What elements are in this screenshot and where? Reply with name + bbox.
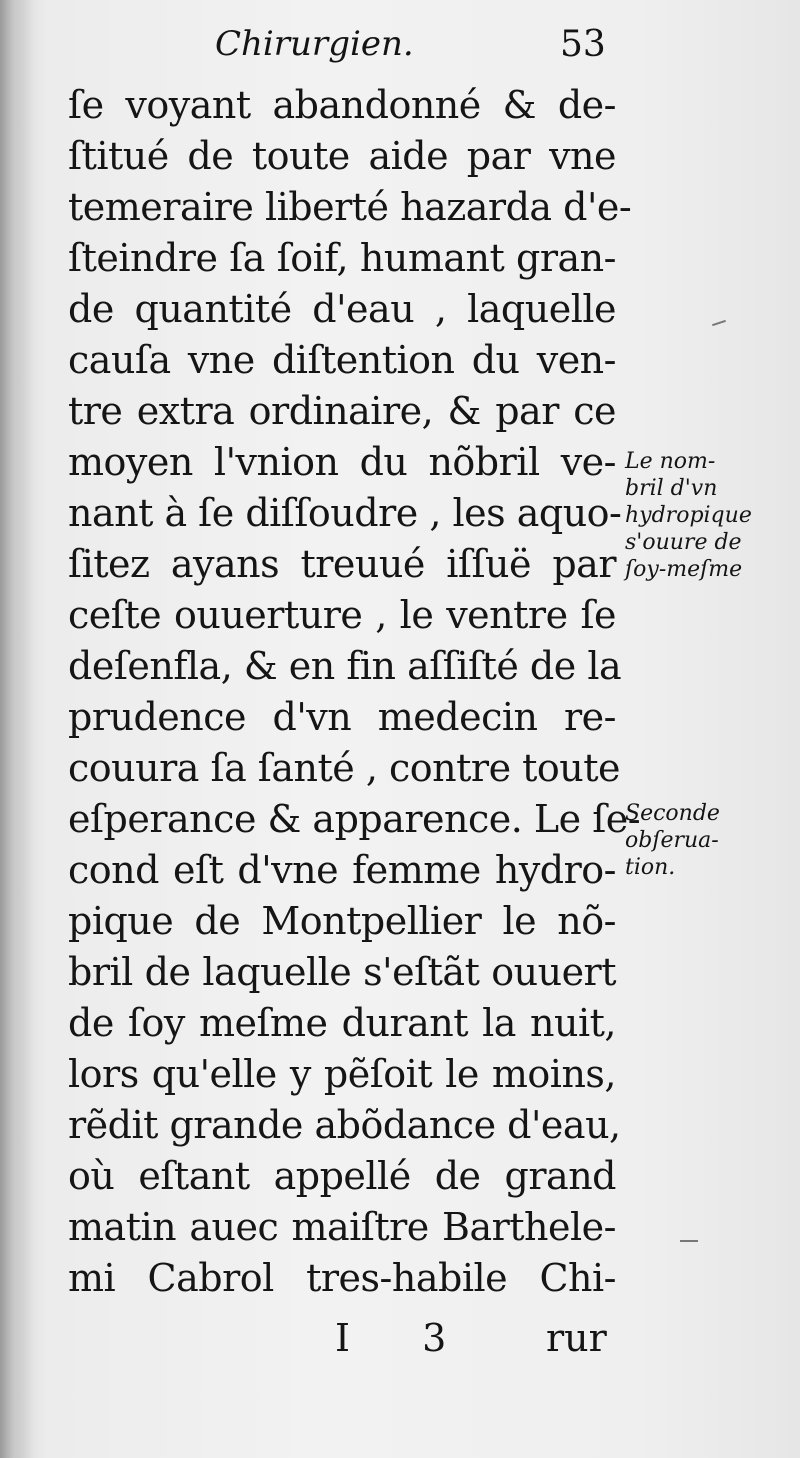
text-line: prudence d'vn medecin re-: [68, 695, 616, 739]
gutter-shadow: [0, 0, 34, 1458]
text-line: matin auec maiſtre Barthele-: [68, 1205, 616, 1249]
text-line: ſe voyant abandonné & de-: [68, 83, 616, 127]
text-line: nant à ſe diſſoudre , les aquo-: [68, 491, 622, 535]
text-line: moyen l'vnion du nõbril ve-: [68, 440, 616, 484]
margin-note-second-observation: [625, 800, 793, 881]
margin-note-line: bril d'vn: [625, 476, 718, 501]
text-line: ſitez ayans treuué iſſuë par: [68, 542, 616, 586]
text-line: bril de laquelle s'eſtãt ouuert: [68, 950, 616, 994]
text-line: temeraire liberté hazarda d'e-: [68, 185, 632, 229]
bleed-through-mark: [712, 320, 726, 326]
margin-note-line: Seconde: [625, 801, 720, 826]
text-line: pique de Montpellier le nõ-: [68, 899, 616, 943]
text-line: ceſte ouuerture , le ventre ſe: [68, 593, 616, 637]
margin-note-line: Le nom-: [625, 449, 716, 474]
text-line: cauſa vne diſtention du ven-: [68, 338, 616, 382]
signature-mark: I 3: [335, 1316, 477, 1360]
text-line: couura ſa ſanté , contre toute: [68, 746, 621, 790]
margin-note-line: s'ouure de: [625, 530, 742, 555]
running-head: Chirurgien.: [215, 24, 414, 64]
text-line: de ſoy meſme durant la nuit,: [68, 1001, 616, 1045]
bleed-through-mark: [680, 1240, 698, 1242]
margin-note-umbilicus: [625, 448, 793, 583]
text-line: tre extra ordinaire, & par ce: [68, 389, 616, 433]
margin-note-line: hydropique: [625, 503, 752, 528]
text-line: mi Cabrol tres-habile Chi-: [68, 1256, 616, 1300]
text-line: ſtitué de toute aide par vne: [68, 134, 616, 178]
margin-note-line: tion.: [625, 855, 676, 880]
text-line: de quantité d'eau , laquelle: [68, 287, 616, 331]
page-number: 53: [560, 24, 606, 65]
text-line: lors qu'elle y pẽſoit le moins,: [68, 1052, 616, 1096]
text-line: cond eſt d'vne femme hydro-: [68, 848, 616, 892]
text-line: où eſtant appellé de grand: [68, 1154, 616, 1198]
margin-note-line: ſoy-meſme: [625, 557, 743, 582]
catchword: rur: [546, 1316, 607, 1360]
text-line: ſteindre ſa ſoif, humant gran-: [68, 236, 616, 280]
text-line: rẽdit grande abõdance d'eau,: [68, 1103, 621, 1147]
margin-note-line: obſerua-: [625, 828, 719, 853]
text-line: eſperance & apparence. Le ſe-: [68, 797, 641, 841]
text-line: deſenfla, & en fin aſſiſté de la: [68, 644, 622, 688]
